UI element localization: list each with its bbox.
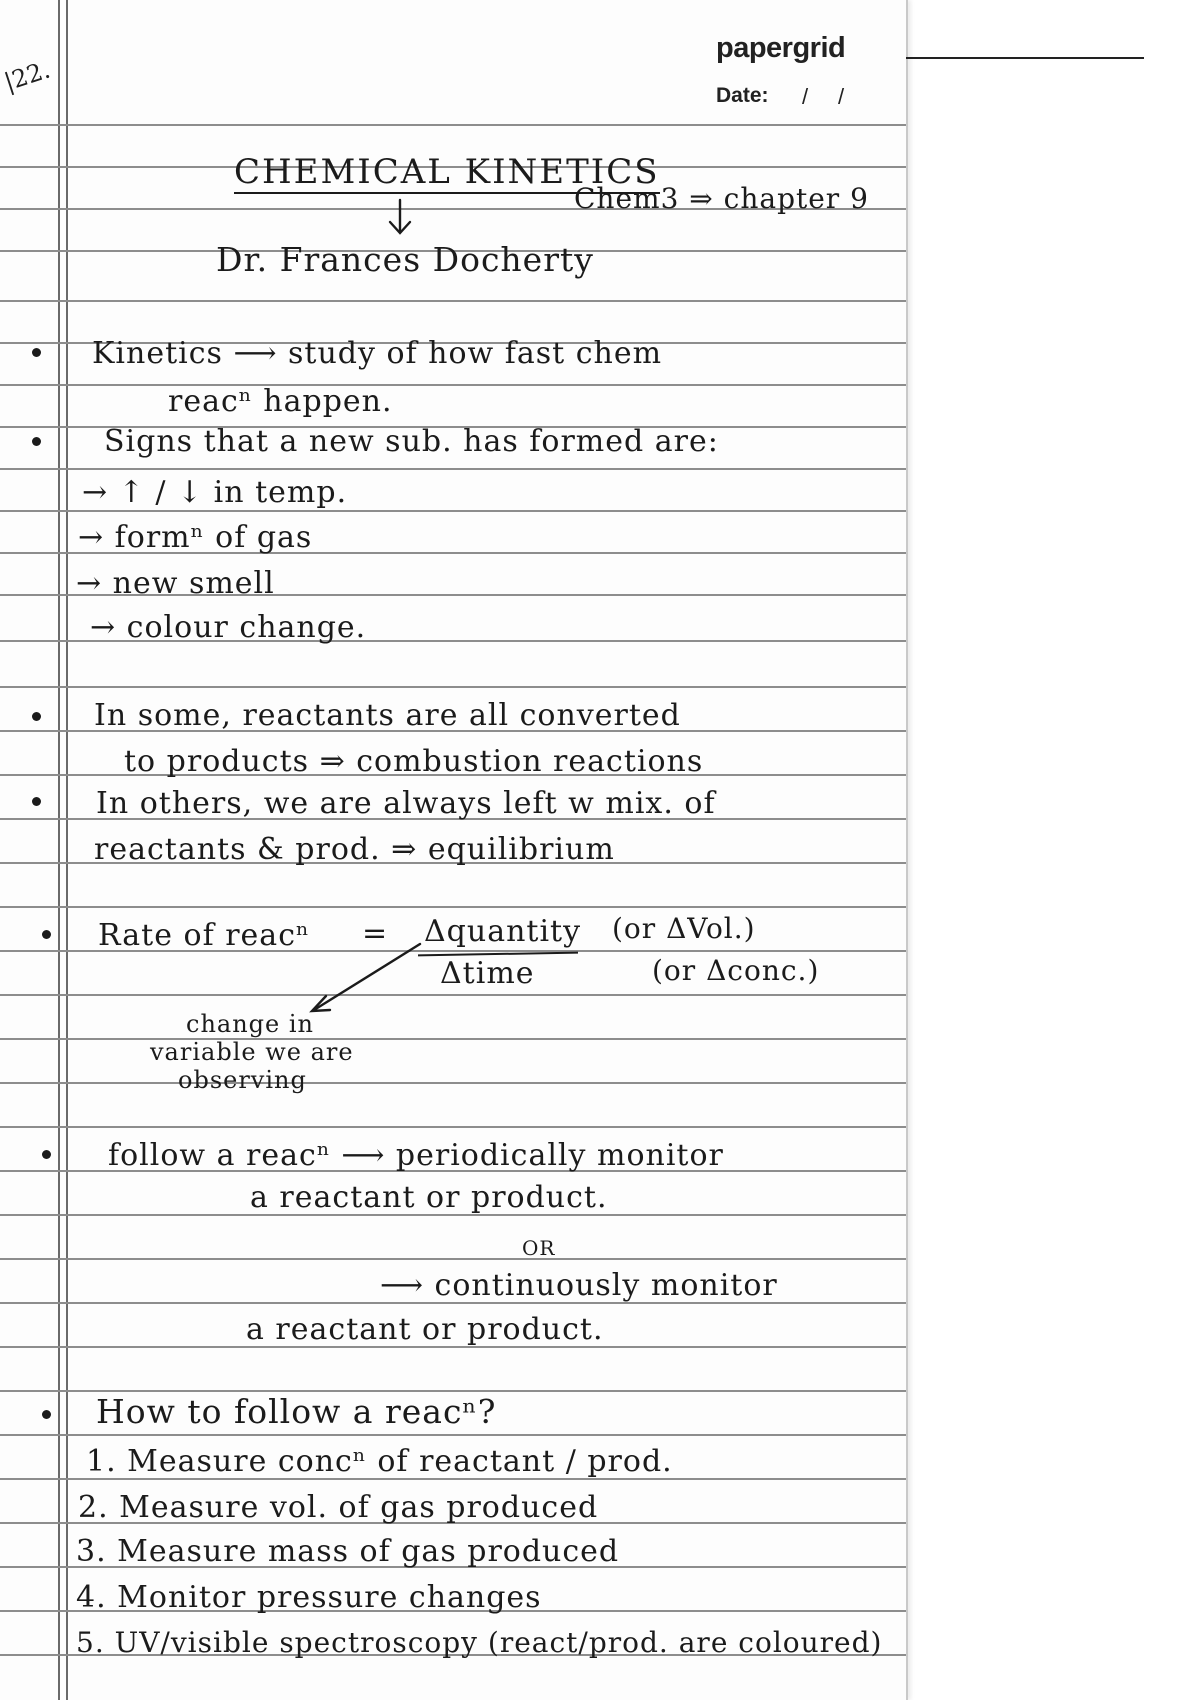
sign-item: → ↑ / ↓ in temp. xyxy=(82,475,348,510)
sign-item: → colour change. xyxy=(90,610,367,645)
follow-reaction: follow a reacⁿ ⟶ periodically monitor xyxy=(108,1138,724,1173)
course-reference: Chem3 ⇒ chapter 9 xyxy=(574,182,869,215)
sign-item: → new smell xyxy=(76,566,275,601)
method-item: 5. UV/visible spectroscopy (react/prod. are coloured) xyxy=(76,1626,883,1659)
rate-denominator: Δtime xyxy=(440,956,535,991)
diagonal-arrow-icon xyxy=(314,944,420,1010)
method-item: 4. Monitor pressure changes xyxy=(76,1580,542,1615)
date-separator: / xyxy=(838,84,845,109)
brand-logo: papergrid xyxy=(716,32,846,64)
page-title: CHEMICAL KINETICS xyxy=(234,152,660,192)
note-others: In others, we are always left w mix. of xyxy=(96,786,716,821)
rate-numerator: Δquantity xyxy=(424,914,582,949)
follow-continuous: ⟶ continuously monitor xyxy=(380,1268,778,1303)
rate-annotation: variable we are xyxy=(150,1038,354,1066)
method-item: 2. Measure vol. of gas produced xyxy=(78,1490,599,1525)
page-edge-line xyxy=(906,57,1144,59)
note-some: In some, reactants are all converted xyxy=(94,698,681,733)
rate-alternative-vol: (or ΔVol.) xyxy=(612,912,756,945)
signs-intro: Signs that a new sub. has formed are: xyxy=(104,424,719,459)
kinetics-definition: Kinetics ⟶ study of how fast chem xyxy=(92,336,663,371)
method-item: 3. Measure mass of gas produced xyxy=(76,1534,620,1569)
date-label: Date: xyxy=(716,84,769,107)
sign-item: → formⁿ of gas xyxy=(78,520,313,555)
rate-annotation: observing xyxy=(178,1066,307,1094)
rate-label: Rate of reacⁿ xyxy=(98,918,310,953)
method-item: 1. Measure concⁿ of reactant / prod. xyxy=(86,1444,673,1479)
lecturer-name: Dr. Frances Docherty xyxy=(216,240,594,279)
rate-alternative-conc: (or Δconc.) xyxy=(652,954,820,987)
follow-or: OR xyxy=(522,1236,556,1260)
follow-continuous-cont: a reactant or product. xyxy=(246,1312,604,1347)
diagonal-arrow-icon-head xyxy=(312,996,330,1011)
note-others-cont: reactants & prod. ⇒ equilibrium xyxy=(94,832,615,867)
date-separator: / xyxy=(802,84,809,109)
rate-annotation: change in xyxy=(186,1010,314,1038)
note-some-cont: to products ⇒ combustion reactions xyxy=(124,744,704,779)
rate-equals: = xyxy=(362,916,389,951)
corner-date: |22. xyxy=(0,55,54,97)
follow-reaction-cont: a reactant or product. xyxy=(250,1180,608,1215)
how-to-follow-title: How to follow a reacⁿ? xyxy=(96,1392,497,1431)
kinetics-definition-cont: reacⁿ happen. xyxy=(168,384,393,419)
